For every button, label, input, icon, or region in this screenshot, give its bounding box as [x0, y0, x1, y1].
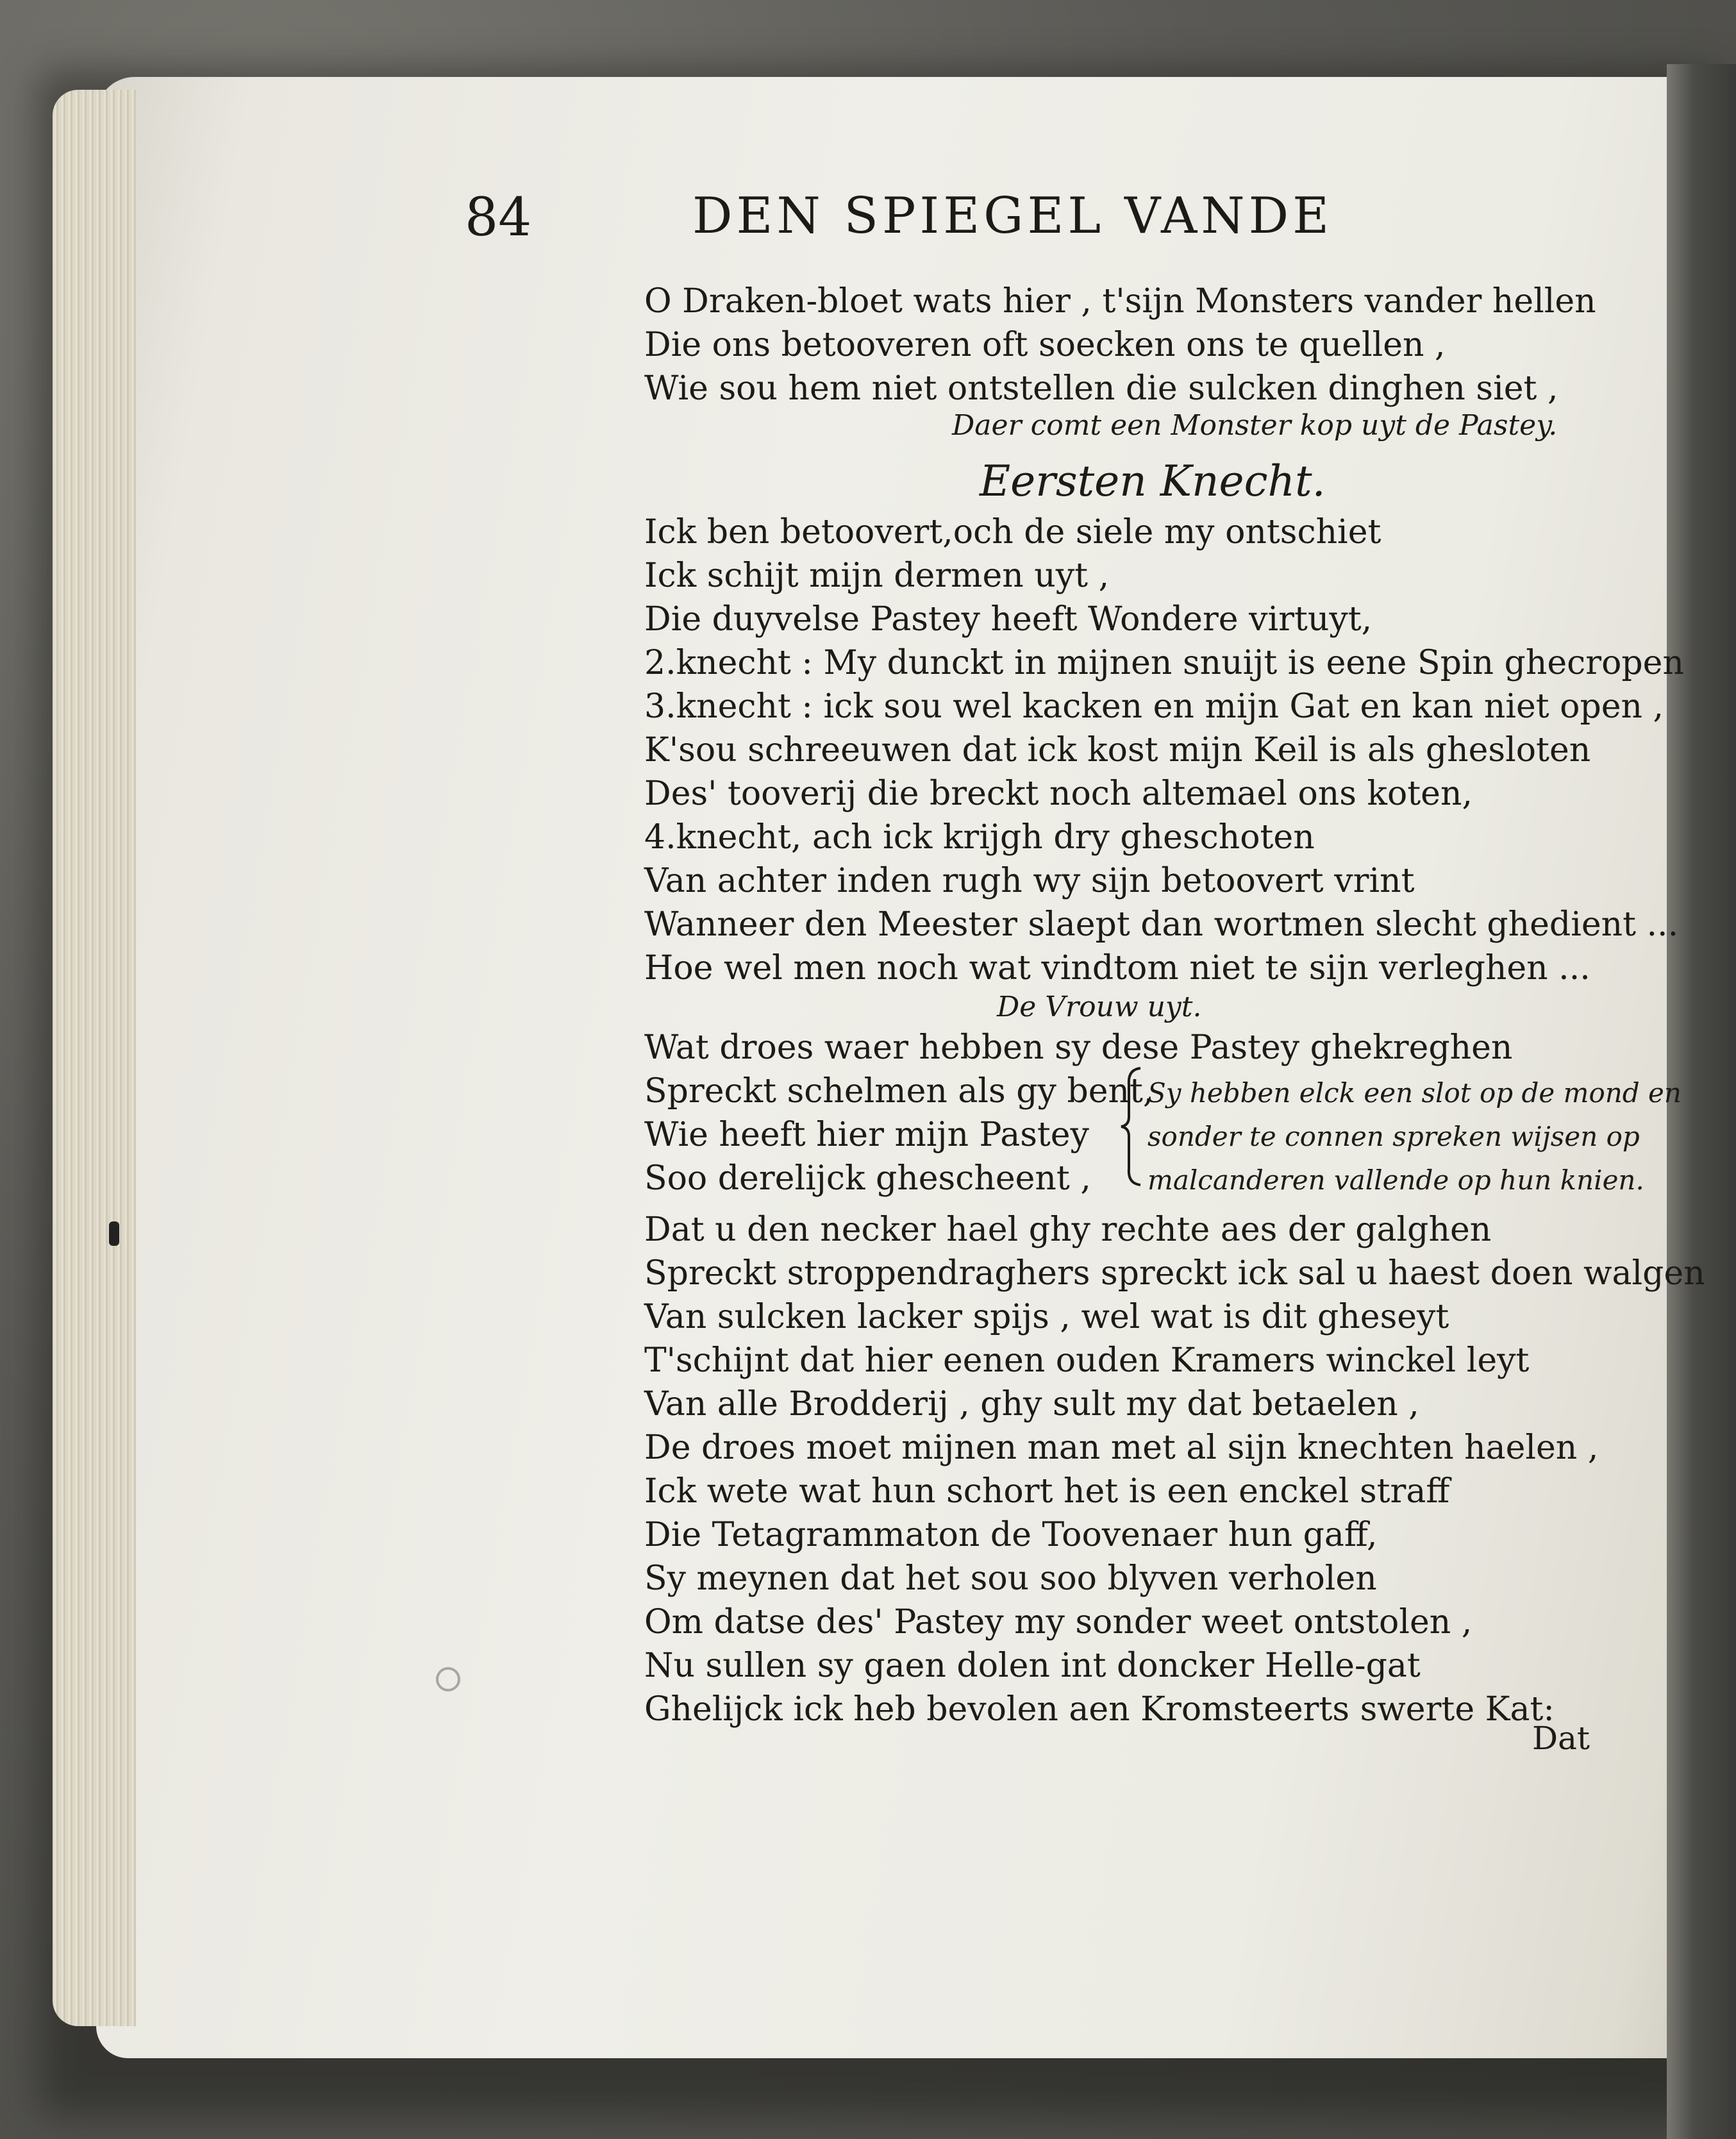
verse-line: Sy meynen dat het sou soo blyven verholen — [644, 1559, 1377, 1598]
verse-line: Spreckt schelmen als gy bent, — [644, 1072, 1154, 1111]
verse-line: Die Tetagrammaton de Toovenaer hun gaff, — [644, 1516, 1378, 1554]
stage-direction: De Vrouw uyt. — [997, 991, 1202, 1023]
catchword: Dat — [1532, 1720, 1590, 1757]
verse-line: Hoe wel men noch wat vindtom niet te sijn verleghen ... — [644, 949, 1590, 987]
verse-line: 4.knecht, ach ick krijgh dry gheschoten — [644, 818, 1315, 857]
verse-line: Van alle Brodderij , ghy sult my dat betaelen , — [644, 1385, 1419, 1423]
verse-line: Soo derelijck ghescheent , — [644, 1159, 1091, 1198]
verse-line: Dat u den necker hael ghy rechte aes der galghen — [644, 1211, 1492, 1249]
verse-line: Die ons betooveren oft soecken ons te quellen , — [644, 326, 1446, 364]
verse-line: Spreckt stroppendraghers spreckt ick sal u haest doen walgen — [644, 1254, 1705, 1293]
verse-line: Van sulcken lacker spijs , wel wat is dit gheseyt — [644, 1298, 1449, 1336]
ink-ring-mark — [436, 1667, 460, 1691]
verse-line: De droes moet mijnen man met al sijn knechten haelen , — [644, 1429, 1599, 1467]
verse-line: Van achter inden rugh wy sijn betoovert vrint — [644, 862, 1415, 900]
verse-line: O Draken-bloet wats hier , t'sijn Monsters vander hellen — [644, 282, 1596, 321]
stage-direction: Daer comt een Monster kop uyt de Pastey. — [952, 409, 1558, 442]
verse-line: Die duyvelse Pastey heeft Wondere virtuyt, — [644, 600, 1373, 639]
verse-line: Nu sullen sy gaen dolen int doncker Helle-gat — [644, 1647, 1421, 1685]
verse-line: 2.knecht : My dunckt in mijnen snuijt is eene Spin ghecropen — [644, 644, 1684, 682]
verse-line: Ick wete wat hun schort het is een enckel straff — [644, 1472, 1450, 1511]
verse-line: Des' tooverij die breckt noch altemael ons koten, — [644, 775, 1473, 813]
verse-line: Wanneer den Meester slaept dan wortmen slecht ghedient ... — [644, 905, 1679, 944]
verse-line: Ick ben betoovert,och de siele my ontschiet — [644, 513, 1381, 551]
running-title: DEN SPIEGEL VANDE — [692, 187, 1333, 245]
aside-stage-direction: sonder te connen spreken wijsen op — [1148, 1121, 1640, 1152]
verse-line: Wat droes waer hebben sy dese Pastey ghekreghen — [644, 1028, 1513, 1067]
worm-hole-mark — [109, 1221, 119, 1246]
page-number: 84 — [465, 187, 532, 248]
verse-line: 3.knecht : ick sou wel kacken en mijn Gat en kan niet open , — [644, 687, 1664, 726]
verse-line: Wie heeft hier mijn Pastey — [644, 1116, 1089, 1154]
aside-stage-direction: malcanderen vallende op hun knien. — [1148, 1164, 1644, 1196]
verse-line: Ghelijck ick heb bevolen aen Kromsteerts swerte Kat: — [644, 1690, 1555, 1729]
verse-line: Om datse des' Pastey my sonder weet ontstolen , — [644, 1603, 1473, 1641]
brace-mark — [1119, 1066, 1144, 1187]
verse-line: K'sou schreeuwen dat ick kost mijn Keil is als ghesloten — [644, 731, 1591, 769]
verse-line: T'schijnt dat hier eenen ouden Kramers winckel leyt — [644, 1341, 1530, 1380]
verse-line: Ick schijt mijn dermen uyt , — [644, 557, 1110, 595]
aside-stage-direction: Sy hebben elck een slot op de mond en — [1148, 1077, 1682, 1109]
verse-line: Wie sou hem niet ontstellen die sulcken dinghen siet , — [644, 369, 1558, 408]
speaker-heading: Eersten Knecht. — [980, 457, 1326, 506]
page-edges — [53, 90, 136, 2026]
